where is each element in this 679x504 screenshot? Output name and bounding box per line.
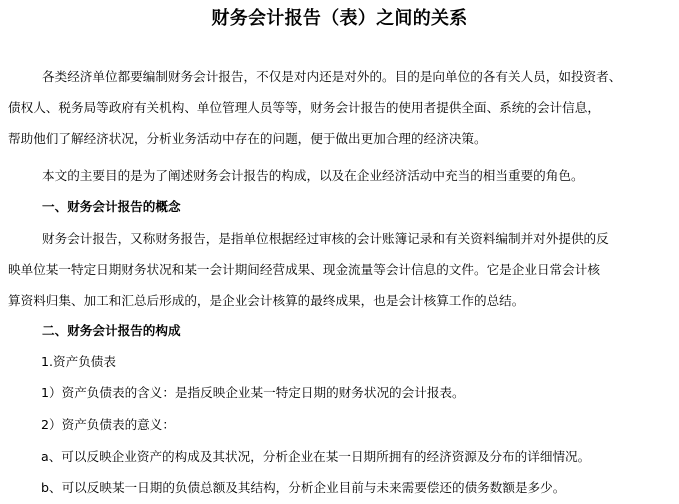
intro-paragraph [8,61,672,154]
list-item-b: b、可以反映某一日期的负债总额及其结构，分析企业目前与未来需要偿还的债务数额是多少。 [41,480,566,495]
intro-line-1: 各类经济单位都要编制财务会计报告，不仅是对内还是对外的。目的是向单位的各有关人员，如投资者、 [42,69,622,84]
section1-line-1: 财务会计报告，又称财务报告，是指单位根据经过审核的会计账簿记录和有关资料编制并对外提供的反 [42,231,609,246]
document-title: 财务会计报告（表）之间的关系 [211,8,468,29]
purpose-paragraph: 本文的主要目的是为了阐述财务会计报告的构成，以及在企业经济活动中充当的相当重要的角色。 [42,168,584,183]
list-item-balance-sheet: 1.资产负债表 [41,354,116,369]
intro-line-2: 债权人、税务局等政府有关机构、单位管理人员等等，财务会计报告的使用者提供全面、系统的会计信息， [8,100,600,115]
section2-heading: 二、财务会计报告的构成 [42,323,181,338]
list-item-definition: 1）资产负债表的含义：是指反映企业某一特定日期的财务状况的会计报表。 [41,385,465,400]
intro-line-3: 帮助他们了解经济状况，分析业务活动中存在的问题，便于做出更加合理的经济决策。 [8,131,487,146]
section1-paragraph [8,223,672,316]
list-item-a: a、可以反映企业资产的构成及其状况，分析企业在某一日期所拥有的经济资源及分布的详细情况。 [41,449,591,464]
section1-line-3: 算资料归集、加工和汇总后形成的，是企业会计核算的最终成果，也是会计核算工作的总结。 [8,293,525,308]
list-item-significance: 2）资产负债表的意义： [41,417,175,432]
section1-heading: 一、财务会计报告的概念 [42,199,181,214]
section1-line-2: 映单位某一特定日期财务状况和某一会计期间经营成果、现金流量等会计信息的文件。它是企业日常会计核 [8,262,600,277]
